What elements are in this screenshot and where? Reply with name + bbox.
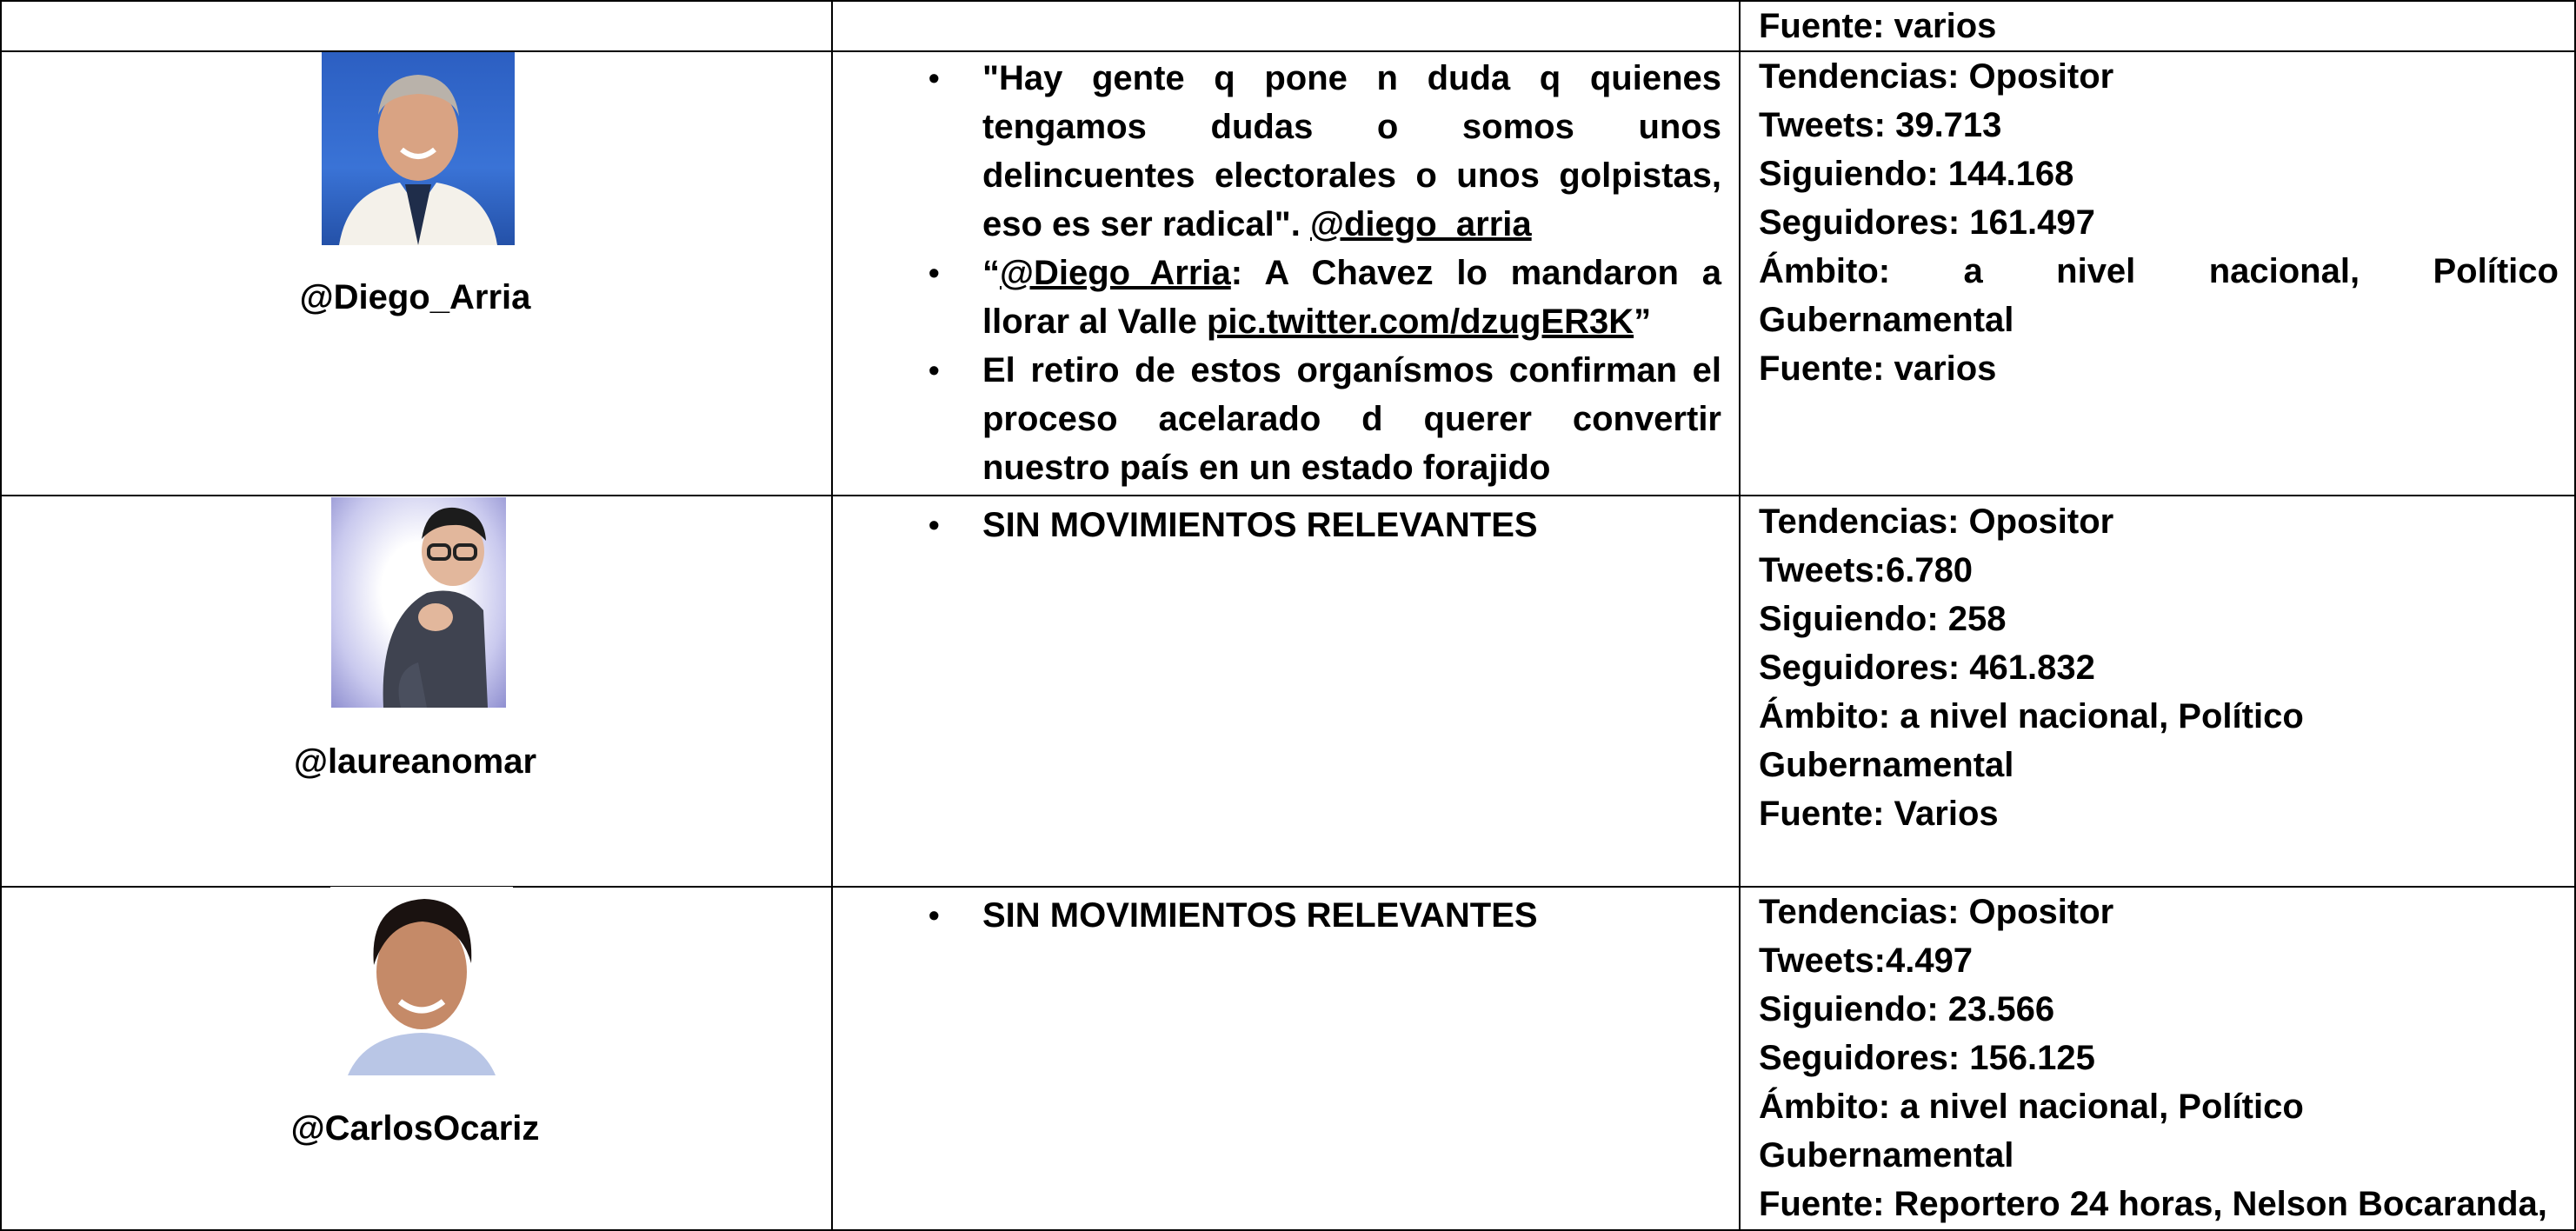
- tweet-text: SIN MOVIMIENTOS RELEVANTES: [982, 506, 1538, 544]
- ambito: [1759, 247, 2559, 296]
- profile-info: [1759, 497, 2559, 838]
- avatar: [322, 52, 515, 245]
- ambito-word: a: [1963, 252, 1983, 290]
- followers-count: Seguidores: 156.125: [1759, 1039, 2095, 1077]
- tweet-text: : A Chavez lo mandaron a llorar al Valle: [982, 254, 1721, 341]
- bullet-list: [913, 501, 1721, 549]
- handle-label: @CarlosOcariz: [290, 1109, 540, 1148]
- following-count: Siguiendo: 144.168: [1759, 155, 2074, 193]
- bullet-icon: •: [929, 352, 940, 388]
- list-item: [913, 891, 1721, 940]
- bullet-icon: •: [929, 60, 940, 96]
- ambito-word: Político: [2433, 252, 2559, 290]
- followers-count: Seguidores: 461.832: [1759, 649, 2095, 687]
- handle-label: @laureanomar: [293, 742, 537, 781]
- ambito-line2: Gubernamental: [1759, 1136, 2014, 1174]
- fuente: Fuente: varios: [1759, 349, 1997, 388]
- fuente: Fuente: Varios: [1759, 795, 1999, 833]
- bullet-icon: •: [929, 507, 940, 542]
- ambito-line2: Gubernamental: [1759, 746, 2014, 784]
- handle-label: @Diego_Arria: [299, 278, 531, 316]
- list-item: [913, 54, 1721, 249]
- column-divider: [0, 0, 2, 1231]
- ambito-word: nivel: [2056, 252, 2136, 290]
- mention-link[interactable]: @Diego_Arria: [1000, 254, 1231, 292]
- row0-fuente: Fuente: varios: [1759, 7, 1997, 45]
- portrait-photo-icon: [322, 52, 515, 245]
- close-quote: ”: [1634, 303, 1652, 341]
- tweets-count: Tweets: 39.713: [1759, 106, 2002, 144]
- ambito-line2: Gubernamental: [1759, 301, 2014, 339]
- tweet-text: "Hay gente q pone n duda q quienes tengamos dudas o somos unos delincuentes electorales o unos golpistas, eso es ser radical".: [982, 59, 1721, 243]
- bullet-icon: •: [929, 255, 940, 290]
- tendencias: Tendencias: Opositor: [1759, 502, 2114, 541]
- row-divider: [0, 495, 2576, 496]
- profile-info: [1759, 52, 2559, 393]
- mention-link[interactable]: @diego_arria: [1309, 205, 1532, 243]
- tweets-count: Tweets:6.780: [1759, 551, 1974, 589]
- profile-info: [1759, 888, 2559, 1228]
- caricature-photo-icon: [331, 497, 506, 708]
- following-count: Siguiendo: 23.566: [1759, 990, 2055, 1028]
- bullet-icon: •: [929, 897, 940, 933]
- pic-link[interactable]: pic.twitter.com/dzugER3K: [1206, 303, 1634, 341]
- tweet-text: SIN MOVIMIENTOS RELEVANTES: [982, 896, 1538, 935]
- tendencias: Tendencias: Opositor: [1759, 57, 2114, 96]
- ambito-word: Ámbito:: [1759, 252, 1891, 290]
- avatar: [330, 887, 513, 1075]
- column-divider: [831, 0, 833, 1231]
- portrait-photo-icon: [330, 887, 513, 1075]
- list-item: [913, 346, 1721, 492]
- ambito-word: nacional,: [2208, 252, 2360, 290]
- tendencias: Tendencias: Opositor: [1759, 893, 2114, 931]
- tweet-text: El retiro de estos organísmos confirman el proceso acelarado d querer convertir nuestro país en un estado forajido: [982, 351, 1721, 487]
- list-item: [913, 249, 1721, 346]
- fuente: Fuente: Reportero 24 horas, Nelson Bocaranda,: [1759, 1185, 2547, 1223]
- ambito: Ámbito: a nivel nacional, Político: [1759, 1088, 2304, 1126]
- list-item: [913, 501, 1721, 549]
- followers-count: Seguidores: 161.497: [1759, 203, 2095, 242]
- column-divider: [1739, 0, 1741, 1231]
- open-quote: “: [982, 254, 1000, 292]
- bullet-list: [913, 891, 1721, 940]
- row-divider: [0, 0, 2576, 2]
- ambito: Ámbito: a nivel nacional, Político: [1759, 697, 2304, 735]
- bullet-list: [913, 54, 1721, 492]
- avatar: [331, 497, 506, 708]
- tweets-count: Tweets:4.497: [1759, 942, 1974, 980]
- following-count: Siguiendo: 258: [1759, 600, 2007, 638]
